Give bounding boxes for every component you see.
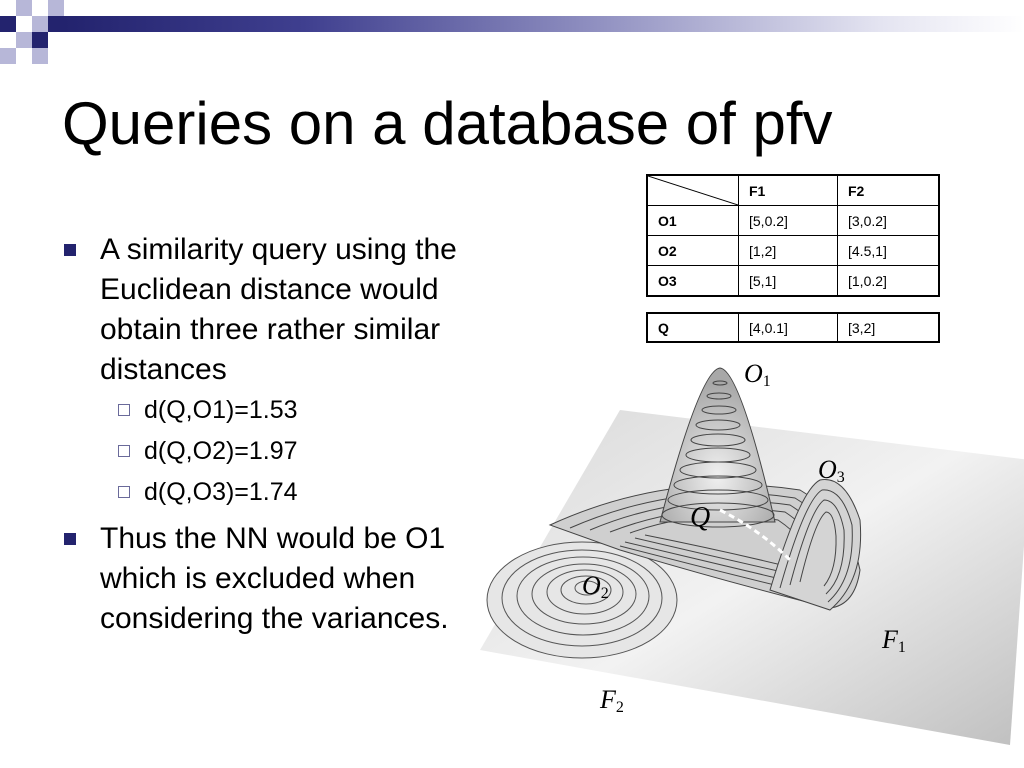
- deco-square: [32, 48, 48, 64]
- label-f1: F1: [882, 625, 906, 656]
- square-bullet-icon: [64, 244, 76, 256]
- feature-table: [646, 174, 940, 297]
- sub-bullet-item: [62, 390, 502, 431]
- table-cell: [1,0.2]: [838, 266, 940, 297]
- header-gradient-band: [64, 16, 1024, 32]
- bullet-list: [62, 230, 502, 639]
- deco-square: [16, 0, 32, 16]
- sub-bullet-item: [62, 472, 502, 513]
- table-row: [647, 313, 939, 342]
- deco-square: [16, 16, 32, 32]
- table-cell: [3,2]: [838, 313, 940, 342]
- slide-title: Queries on a database of pfv: [62, 90, 833, 157]
- deco-square: [48, 0, 64, 16]
- table-row: [647, 266, 939, 297]
- deco-square: [0, 16, 16, 32]
- table-cell: [3,0.2]: [838, 206, 940, 236]
- hollow-square-bullet-icon: [118, 486, 130, 498]
- density-surface-figure: [470, 350, 1024, 750]
- bullet-item: [62, 519, 502, 639]
- label-o2: O2: [582, 571, 609, 602]
- table-cell: [1,2]: [739, 236, 838, 266]
- deco-square: [16, 32, 32, 48]
- sub-bullet-item: [62, 431, 502, 472]
- row-header: O3: [647, 266, 739, 297]
- hollow-square-bullet-icon: [118, 404, 130, 416]
- table-cell: [5,1]: [739, 266, 838, 297]
- hollow-square-bullet-icon: [118, 445, 130, 457]
- column-header: F1: [739, 175, 838, 206]
- table-row: [647, 206, 939, 236]
- row-header: O1: [647, 206, 739, 236]
- label-o3: O3: [818, 455, 845, 486]
- sub-bullet-text: d(Q,O2)=1.97: [144, 437, 298, 465]
- deco-square: [48, 16, 64, 32]
- sub-bullet-text: d(Q,O3)=1.74: [144, 478, 298, 506]
- deco-square: [32, 32, 48, 48]
- table-cell: [5,0.2]: [739, 206, 838, 236]
- o2-contours: [487, 542, 677, 658]
- query-table: [646, 312, 940, 343]
- row-header: Q: [647, 313, 739, 342]
- deco-square: [32, 16, 48, 32]
- table-cell: [4.5,1]: [838, 236, 940, 266]
- row-header: O2: [647, 236, 739, 266]
- header-decoration: [0, 0, 1024, 64]
- deco-square: [0, 48, 16, 64]
- sub-bullet-text: d(Q,O1)=1.53: [144, 396, 298, 424]
- bullet-text: A similarity query using the Euclidean distance would obtain three rather similar distances: [100, 233, 457, 386]
- bullet-text: Thus the NN would be O1 which is excluded when considering the variances.: [100, 522, 449, 635]
- label-f2: F2: [600, 685, 624, 716]
- table-header-row: [647, 175, 939, 206]
- label-q: Q: [690, 502, 711, 533]
- table-cell: [4,0.1]: [739, 313, 838, 342]
- table-corner-cell: [647, 175, 739, 206]
- square-bullet-icon: [64, 533, 76, 545]
- column-header: F2: [838, 175, 940, 206]
- label-o1: O1: [744, 359, 771, 390]
- bullet-item: [62, 230, 502, 390]
- table-row: [647, 236, 939, 266]
